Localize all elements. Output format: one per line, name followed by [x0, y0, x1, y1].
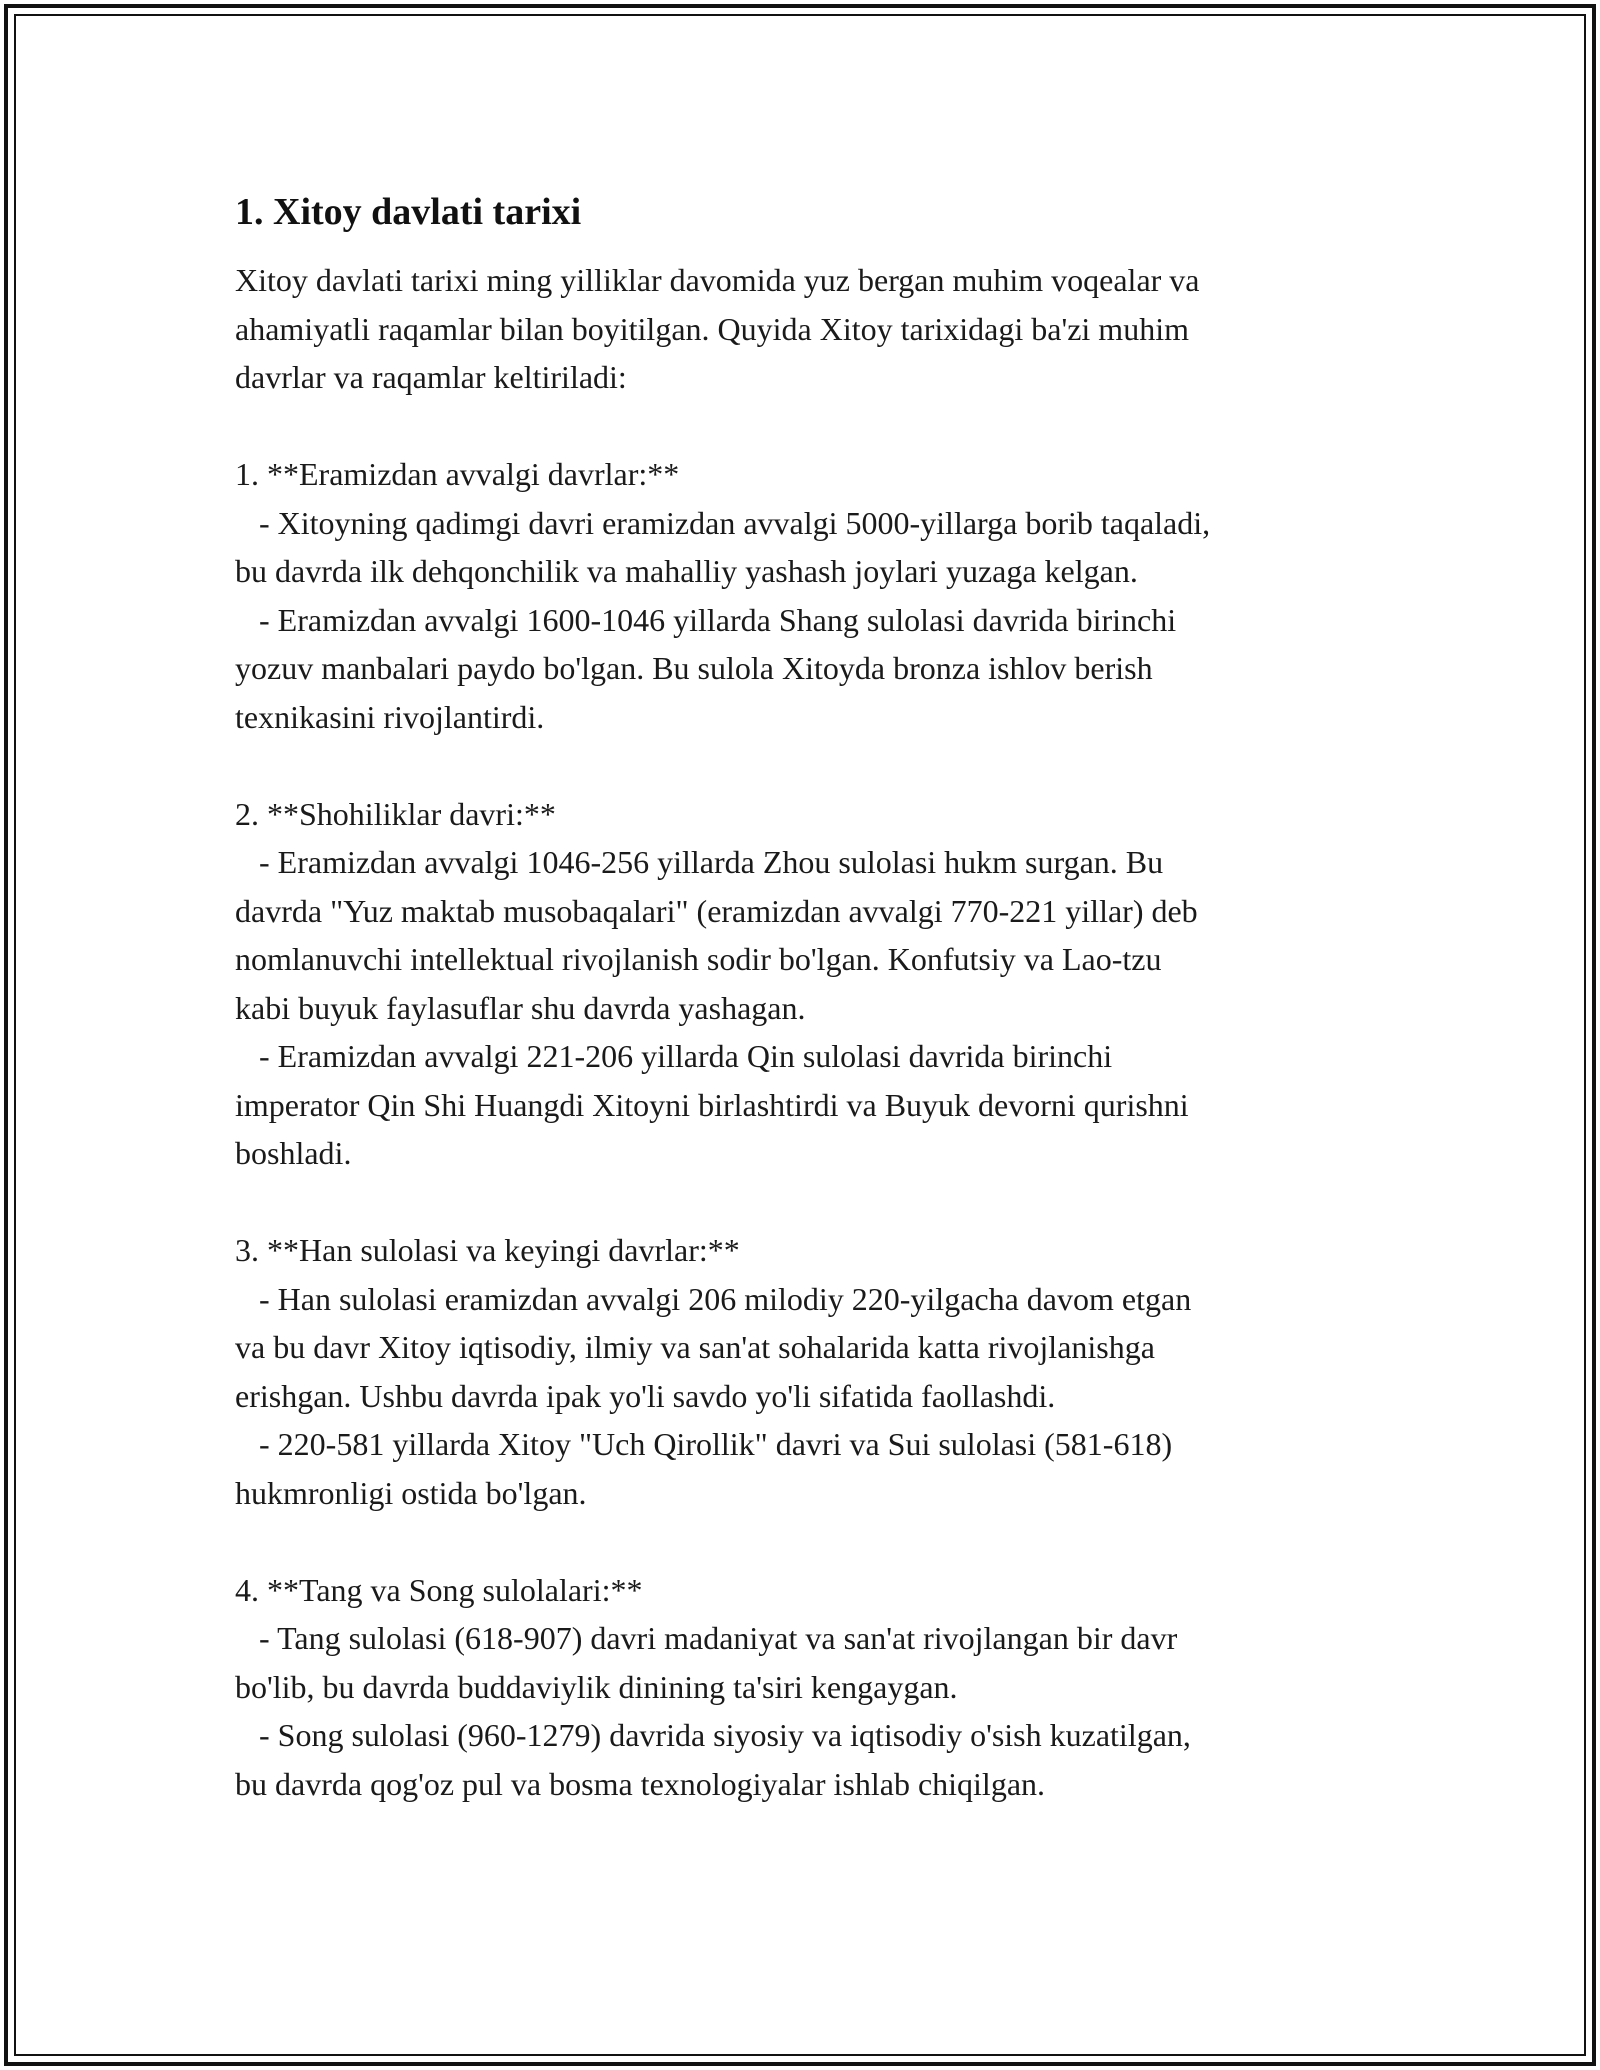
document-content	[235, 186, 1365, 1808]
document-title: 1. Xitoy davlati tarixi	[235, 191, 582, 233]
document-body: Xitoy davlati tarixi ming yilliklar davomida yuz bergan muhim voqealar va ahamiyatli raqamlar bilan boyitilgan. Quyida Xitoy tarixidagi ba'zi muhim davrlar va raqamlar keltiriladi: 1. **Eramizdan avvalgi davrlar:** - Xitoyning qadimgi davri eramizdan avvalgi 5000-yillarga borib taqaladi, bu davrda ilk dehqonchilik va mahalliy yashash joylari yuzaga kelgan. - Eramizdan avvalgi 1600-1046 yillarda Shang sulolasi davrida birinchi yozuv manbalari paydo bo'lgan. Bu sulola Xitoyda bronza ishlov berish texnikasini rivojlantirdi. 2. **Shohiliklar davri:** - Eramizdan avvalgi 1046-256 yillarda Zhou sulolasi hukm surgan. Bu davrda "Yuz maktab musobaqalari" (eramizdan avvalgi 770-221 yillar) deb nomlanuvchi intellektual rivojlanish sodir bo'lgan. Konfutsiy va Lao-tzu kabi buyuk faylasuflar shu davrda yashagan. - Eramizdan avvalgi 221-206 yillarda Qin sulolasi davrida birinchi imperator Qin Shi Huangdi Xitoyni birlashtirdi va Buyuk devorni qurishni boshladi. 3. **Han sulolasi va keyingi davrlar:** - Han sulolasi eramizdan avvalgi 206 milodiy 220-yilgacha davom etgan va bu davr Xitoy iqtisodiy, ilmiy va san'at sohalarida katta rivojlanishga erishgan. Ushbu davrda ipak yo'li savdo yo'li sifatida faollashdi. - 220-581 yillarda Xitoy "Uch Qirollik" davri va Sui sulolasi (581-618) hukmronligi ostida bo'lgan. 4. **Tang va Song sulolalari:** - Tang sulolasi (618-907) davri madaniyat va san'at rivojlangan bir davr bo'lib, bu davrda buddaviylik dinining ta'siri kengaygan. - Song sulolasi (960-1279) davrida siyosiy va iqtisodiy o'sish kuzatilgan, bu davrda qog'oz pul va bosma texnologiyalar ishlab chiqilgan.	[235, 262, 1211, 1802]
